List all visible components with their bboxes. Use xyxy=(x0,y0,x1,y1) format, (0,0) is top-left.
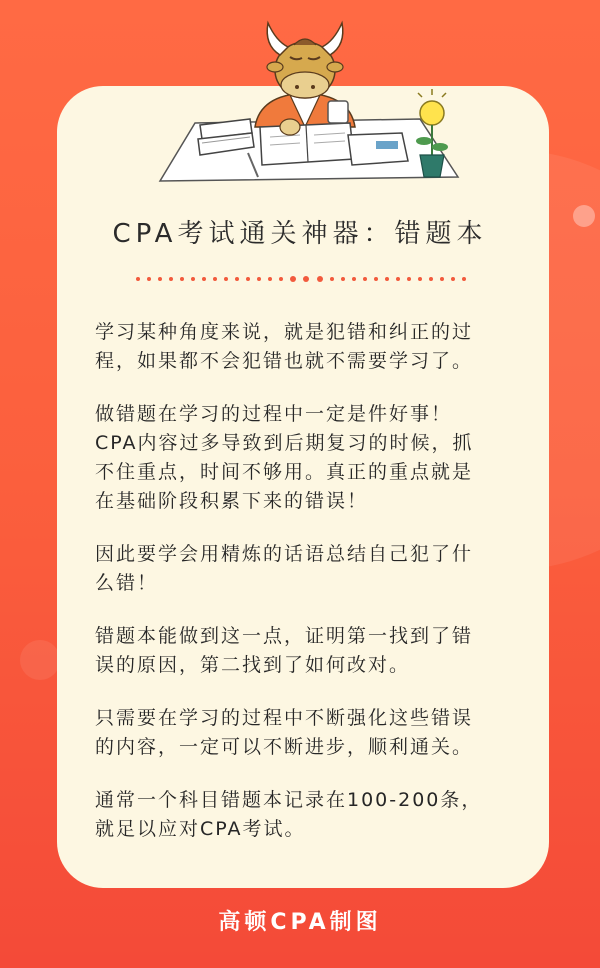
article-body xyxy=(95,318,515,868)
footer-credit: 高顿CPA制图 xyxy=(218,910,382,935)
paragraph: 因此要学会用精炼的话语总结自己犯了什 么错！ xyxy=(95,543,474,594)
paragraph: 错题本能做到这一点，证明第一找到了错 误的原因，第二找到了如何改对。 xyxy=(95,625,474,676)
bull-mascot-studying-icon xyxy=(140,15,470,185)
paragraph: 通常一个科目错题本记录在100-200条， 就足以应对CPA考试。 xyxy=(95,789,483,840)
paragraph: 做错题在学习的过程中一定是件好事！ CPA内容过多导致到后期复习的时候，抓 不住重点，时间不够用。真正的重点就是 在基础阶段积累下来的错误！ xyxy=(95,403,474,512)
paragraph: 学习某种角度来说，就是犯错和纠正的过 程，如果都不会犯错也就不需要学习了。 xyxy=(95,321,474,372)
page-title: CPA考试通关神器：错题本 xyxy=(112,219,488,249)
paragraph: 只需要在学习的过程中不断强化这些错误 的内容，一定可以不断进步，顺利通关。 xyxy=(95,707,474,758)
background-decor-dot xyxy=(20,640,60,680)
title-divider-dots xyxy=(136,275,466,283)
